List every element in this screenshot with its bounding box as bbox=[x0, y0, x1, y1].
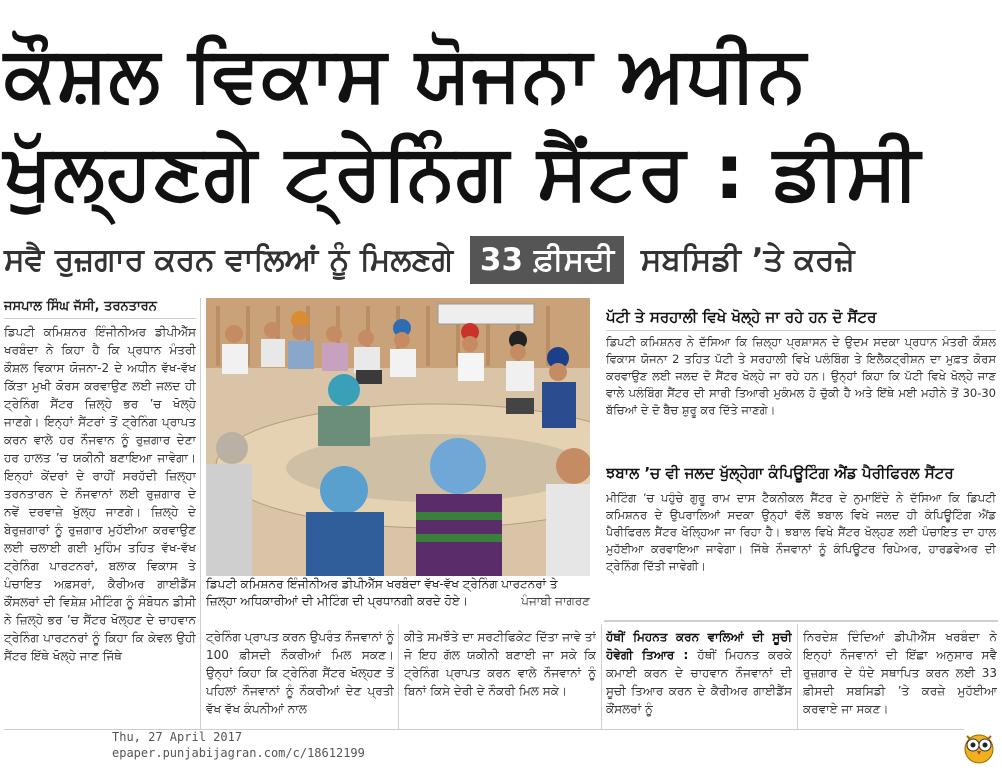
subhead-manual-workers: ਹੱਥੀਂ ਮਿਹਨਤ ਕਰਨ ਵਾਲਿਆਂ ਦੀ ਸੂਚੀ ਹੋਵੇਗੀ ਤਿਆਰ : bbox=[606, 630, 792, 662]
subheadline-after: ਸਬਸਿਡੀ ’ਤੇ ਕਰਜ਼ੇ bbox=[640, 242, 855, 278]
column-divider bbox=[797, 624, 798, 730]
subheadline bbox=[4, 236, 855, 284]
byline-rule bbox=[4, 318, 196, 319]
sidebar-box-patti-sarhali bbox=[606, 306, 996, 456]
article-column-right-2: ਨਿਰਦੇਸ਼ ਦਿੰਦਿਆਂ ਡੀਪੀਐੱਸ ਖਰਬੰਦਾ ਨੇ ਇਨ੍ਹਾਂ ਨੌਜਵਾਨਾਂ ਦੀ ਇੱਛਾ ਅਨੁਸਾਰ ਸਵੈ ਰੁਜ਼ਗਾਰ ਦੇ ਧੰਦੇ ਸਥਾਪਿਤ ਕਰਨ ਲਈ 33 ਫ਼ੀਸਦੀ ਸਬਸਿਡੀ ’ਤੇ ਕਰਜ਼ੇ ਮੁਹੱਈਆ ਕਰਵਾਏ ਜਾ ਸਕਣ। bbox=[803, 630, 997, 716]
article-column-right-1 bbox=[606, 628, 792, 728]
article-column-right-1-text: ਹੱਥੀਂ ਮਿਹਨਤ ਕਰਕੇ ਕਮਾਈ ਕਰਨ ਦੇ ਚਾਹਵਾਨ ਨੌਜਵਾਨਾਂ ਦੀ ਸੂਚੀ ਤਿਆਰ ਕਰਨ ਦੇ ਕੈਰੀਅਰ ਗਾਈਡੈਂਸ ਕੌਂਸਲਰਾਂ ਨੂੰ bbox=[606, 648, 792, 716]
box-heading-rule bbox=[606, 330, 996, 331]
article-column-left: ਡਿਪਟੀ ਕਮਿਸ਼ਨਰ ਇੰਜੀਨੀਅਰ ਡੀਪੀਐੱਸ ਖਰਬੰਦਾ ਨੇ ਕਿਹਾ ਹੈ ਕਿ ਪ੍ਰਧਾਨ ਮੰਤਰੀ ਕੌਸ਼ਲ ਵਿਕਾਸ ਯੋਜਨਾ-2 ਦੇ ਅਧੀਨ ਵੱਖ-ਵੱਖ ਕਿੱਤਾ ਮੁਖੀ ਕੋਰਸ ਕਰਵਾਉਣ ਲਈ ਜਲਦ ਹੀ ਟ੍ਰੇਨਿੰਗ ਸੈਂਟਰ ਜ਼ਿਲ੍ਹੇ ਭਰ ’ਚ ਖੋਲ੍ਹੇ ਜਾਣਗੇ। ਇਨ੍ਹਾਂ ਸੈਂਟਰਾਂ ਤੋਂ ਟ੍ਰੇਨਿੰਗ ਪ੍ਰਾਪਤ ਕਰਨ ਵਾਲੇ ਹਰ ਨੌਜਵਾਨ ਨੂੰ ਰੁਜ਼ਗਾਰ ਦੇਣਾ ਹਰ ਹਾਲਤ ’ਚ ਯਕੀਨੀ ਬਣਾਇਆ ਜਾਵੇਗਾ। ਇਨ੍ਹਾਂ ਕੇਂਦਰਾਂ ਦੇ ਰਾਹੀਂ ਸਰਹੱਦੀ ਜ਼ਿਲ੍ਹਾ ਤਰਨਤਾਰਨ ਦੇ ਨੌਜਵਾਨਾਂ ਲਈ ਰੁਜ਼ਗਾਰ ਦੇ ਨਵੇਂ ਦਰਵਾਜ਼ੇ ਖੁੱਲ੍ਹ ਜਾਣਗੇ। ਜ਼ਿਲ੍ਹੇ ਦੇ ਬੇਰੁਜ਼ਗਾਰਾਂ ਨੂੰ ਰੁਜ਼ਗਾਰ ਮੁਹੱਈਆ ਕਰਵਾਉਣ ਲਈ ਚਲਾਈ ਗਈ ਮੁਹਿੰਮ ਤਹਿਤ ਵੱਖ-ਵੱਖ ਟ੍ਰੇਨਿੰਗ ਪਾਰਟਨਰਾਂ, ਬਲਾਕ ਵਿਕਾਸ ਤੇ ਪੰਚਾਇਤ ਅਫ਼ਸਰਾਂ, ਕੈਰੀਅਰ ਗਾਈਡੈਂਸ ਕੌਂਸਲਰਾਂ ਦੀ ਵਿਸ਼ੇਸ਼ ਮੀਟਿੰਗ ਨੂੰ ਸੰਬੋਧਨ ਡੀਸੀ ਨੇ ਜ਼ਿਲ੍ਹੇ ਭਰ ’ਚ ਸੈਂਟਰ ਖੋਲ੍ਹਣ ਦੇ ਚਾਹਵਾਨ ਟ੍ਰੇਨਿੰਗ ਪਾਰਟਨਰਾਂ ਨੂੰ ਕਿਹਾ ਕਿ ਕੇਵਲ ਉਹੀ ਸੈਂਟਰ ਇੱਥੇ ਖੋਲ੍ਹੇ ਜਾਣ ਜਿੱਥੇ bbox=[4, 325, 196, 663]
box-text-jhabal: ਮੀਟਿੰਗ ’ਚ ਪਹੁੰਚੇ ਗੁਰੂ ਰਾਮ ਦਾਸ ਟੈਕਨੀਕਲ ਸੈਂਟਰ ਦੇ ਨੁਮਾਇੰਦੇ ਨੇ ਦੱਸਿਆ ਕਿ ਡਿਪਟੀ ਕਮਿਸ਼ਨਰ ਦੇ ਉਪਰਾਲਿਆਂ ਸਦਕਾ ਉਨ੍ਹਾਂ ਵੱਲੋਂ ਝਬਾਲ ਵਿਖੇ ਜਲਦ ਹੀ ਕੰਪਿਊਟਿੰਗ ਐਂਡ ਪੈਰੀਫਿਰਲ ਸੈਂਟਰ ਖੋਲ੍ਹਿਆ ਜਾ ਰਿਹਾ ਹੈ। ਝਬਾਲ ਵਿਖੇ ਸੈਂਟਰ ਖੋਲ੍ਹਣ ਲਈ ਪੰਚਾਇਤ ਦਾ ਹਾਲ ਮੁਹੱਈਆ ਕਰਵਾਇਆ ਜਾਵੇਗਾ। ਜਿੱਥੇ ਨੌਜਵਾਨਾਂ ਨੂੰ ਕੰਪਿਊਟਰ ਰਿਪੇਅਰ, ਹਾਰਡਵੇਅਰ ਦੀ ਟ੍ਰੇਨਿੰਗ ਦਿੱਤੀ ਜਾਵੇਗੀ। bbox=[606, 491, 996, 573]
headline-line-2: ਖੁੱਲ੍ਹਣਗੇ ਟ੍ਰੇਨਿੰਗ ਸੈਂਟਰ : ਡੀਸੀ bbox=[4, 127, 921, 216]
epaper-url[interactable]: epaper.punjabijagran.com/c/18612199 bbox=[112, 746, 365, 760]
meeting-photo bbox=[206, 298, 590, 576]
edition-date: Thu, 27 April 2017 bbox=[112, 730, 243, 744]
photo-caption bbox=[206, 576, 590, 610]
owl-icon bbox=[962, 730, 996, 764]
column-divider bbox=[398, 624, 399, 730]
meeting-photo-illustration bbox=[206, 298, 590, 576]
article-column-middle-2: ਕੀਤੇ ਸਮਝੌਤੇ ਦਾ ਸਰਟੀਫਿਕੇਟ ਦਿੱਤਾ ਜਾਵੇ ਤਾਂ ਜੋ ਇਹ ਗੱਲ ਯਕੀਨੀ ਬਣਾਈ ਜਾ ਸਕੇ ਕਿ ਟ੍ਰੇਨਿੰਗ ਪ੍ਰਾਪਤ ਕਰਨ ਵਾਲੇ ਨੌਜਵਾਨਾਂ ਨੂੰ ਬਿਨਾਂ ਕਿਸੇ ਦੇਰੀ ਦੇ ਨੌਕਰੀ ਮਿਲ ਸਕੇ। bbox=[404, 630, 596, 698]
article-column-middle-1: ਟ੍ਰੇਨਿੰਗ ਪ੍ਰਾਪਤ ਕਰਨ ਉਪਰੰਤ ਨੌਜਵਾਨਾਂ ਨੂੰ 100 ਫ਼ੀਸਦੀ ਨੌਕਰੀਆਂ ਮਿਲ ਸਕਣ। ਉਨ੍ਹਾਂ ਕਿਹਾ ਕਿ ਟ੍ਰੇਨਿੰਗ ਸੈਂਟਰ ਖੋਲ੍ਹਣ ਤੋਂ ਪਹਿਲਾਂ ਨੌਜਵਾਨਾਂ ਨੂੰ ਨੌਕਰੀਆਂ ਦੇਣ ਪ੍ਰਤੀ ਵੱਖ ਵੱਖ ਕੰਪਨੀਆਂ ਨਾਲ bbox=[206, 630, 394, 716]
box-bottom-rule bbox=[604, 620, 998, 622]
subheadline-before: ਸਵੈ ਰੁਜ਼ਗਾਰ ਕਰਨ ਵਾਲਿਆਂ ਨੂੰ ਮਿਲਣਗੇ bbox=[4, 242, 454, 278]
sidebar-box-jhabal bbox=[606, 462, 996, 618]
photo-caption-text: ਡਿਪਟੀ ਕਮਿਸ਼ਨਰ ਇੰਜੀਨੀਅਰ ਡੀਪੀਐੱਸ ਖਰਬੰਦਾ ਵੱਖ-ਵੱਖ ਟ੍ਰੇਨਿੰਗ ਪਾਰਟਨਰਾਂ ਤੇ ਜ਼ਿਲ੍ਹਾ ਅਧਿਕਾਰੀਆਂ ਦੀ ਮੀਟਿੰਗ ਦੀ ਪ੍ਰਧਾਨਗੀ ਕਰਦੇ ਹੋਏ। bbox=[206, 577, 558, 608]
column-divider bbox=[601, 624, 602, 730]
subheadline-highlight: 33 ਫ਼ੀਸਦੀ bbox=[470, 236, 624, 284]
box-text-patti-sarhali: ਡਿਪਟੀ ਕਮਿਸ਼ਨਰ ਨੇ ਦੱਸਿਆ ਕਿ ਜ਼ਿਲ੍ਹਾ ਪ੍ਰਸ਼ਾਸਨ ਦੇ ਉਦਮ ਸਦਕਾ ਪ੍ਰਧਾਨ ਮੰਤਰੀ ਕੌਸ਼ਲ ਵਿਕਾਸ ਯੋਜਨਾ 2 ਤਹਿਤ ਪੱਟੀ ਤੇ ਸਰਹਾਲੀ ਵਿਖੇ ਪਲੰਬਿੰਗ ਤੇ ਇਲੈਕਟ੍ਰੀਸ਼ਨ ਦਾ ਮੁਫ਼ਤ ਕੋਰਸ ਕਰਵਾਉਣ ਲਈ ਜਲਦ ਦੋ ਸੈਂਟਰ ਖੋਲ੍ਹੇ ਜਾ ਰਹੇ ਹਨ। ਉਨ੍ਹਾਂ ਕਿਹਾ ਕਿ ਪੱਟੀ ਵਿਖੇ ਖੋਲ੍ਹੇ ਜਾਣ ਵਾਲੇ ਪਲੰਬਿੰਗ ਸੈਂਟਰ ਦੀ ਸਾਰੀ ਤਿਆਰੀ ਮੁਕੰਮਲ ਹੋ ਚੁੱਕੀ ਹੈ ਅਤੇ ਇੱਥੇ ਮਈ ਮਹੀਨੇ ਤੋਂ 30-30 ਬੱਚਿਆਂ ਦੇ ਦੋ ਬੈਚ ਸ਼ੁਰੂ ਕਰ ਦਿੱਤੇ ਜਾਣਗੇ। bbox=[606, 335, 996, 417]
box-heading-jhabal: ਝਬਾਲ ’ਚ ਵੀ ਜਲਦ ਖੁੱਲ੍ਹੇਗਾ ਕੰਪਿਊਟਿੰਗ ਐਂਡ ਪੈਰੀਫਿਰਲ ਸੈਂਟਰ bbox=[606, 464, 954, 482]
photo-credit: ਪੰਜਾਬੀ ਜਾਗਰਣ bbox=[521, 594, 590, 608]
byline: ਜਸਪਾਲ ਸਿੰਘ ਜੱਸੀ, ਤਰਨਤਾਰਨ bbox=[4, 299, 157, 314]
box-heading-patti-sarhali: ਪੱਟੀ ਤੇ ਸਰਹਾਲੀ ਵਿਖੇ ਖੋਲ੍ਹੇ ਜਾ ਰਹੇ ਹਨ ਦੋ ਸੈਂਟਰ bbox=[606, 308, 877, 326]
headline-line-1: ਕੌਸ਼ਲ ਵਿਕਾਸ ਯੋਜਨਾ ਅਧੀਨ bbox=[4, 29, 807, 118]
column-divider bbox=[200, 298, 201, 730]
